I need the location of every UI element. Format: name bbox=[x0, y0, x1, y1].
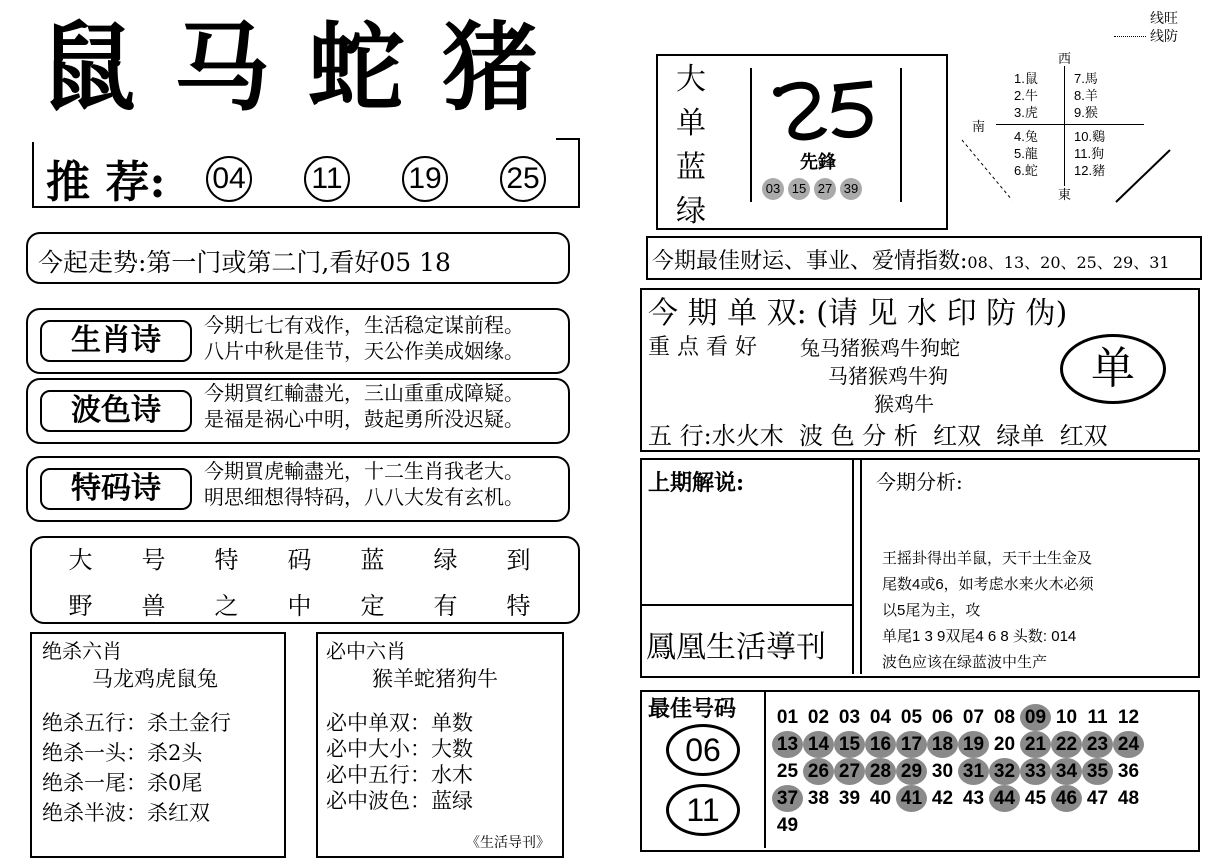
poem-text-special bbox=[204, 458, 524, 510]
number-row bbox=[772, 731, 1192, 758]
number-cell: 16 bbox=[865, 731, 896, 758]
number-cell: 27 bbox=[834, 758, 865, 785]
recommend-number: 25 bbox=[500, 156, 546, 202]
number-cell: 13 bbox=[772, 731, 803, 758]
center-balls bbox=[760, 178, 864, 200]
recommend-label: 推 荐: bbox=[46, 157, 166, 208]
number-row bbox=[772, 704, 1192, 731]
analysis-label: 今期分析: bbox=[876, 470, 963, 494]
number-row bbox=[772, 785, 1192, 812]
number-cell: 38 bbox=[807, 788, 830, 809]
riddle-char: 号 bbox=[141, 546, 166, 574]
single-badge: 单 bbox=[1060, 334, 1166, 404]
number-cell: 29 bbox=[896, 758, 927, 785]
number-cell: 01 bbox=[776, 707, 799, 728]
number-cell: 24 bbox=[1113, 731, 1144, 758]
analysis-line: 以5尾为主，攻 bbox=[882, 602, 981, 619]
number-cell: 48 bbox=[1117, 788, 1140, 809]
must-item: 必中波色：蓝绿 bbox=[326, 789, 473, 813]
recommend-number: 11 bbox=[304, 156, 350, 202]
number-grid bbox=[772, 704, 1192, 836]
number-cell: 20 bbox=[993, 734, 1016, 755]
riddle-char: 定 bbox=[360, 592, 385, 620]
riddle-row-1 bbox=[44, 540, 555, 575]
must-item: 必中大小：大数 bbox=[326, 737, 473, 761]
feature-vertical bbox=[676, 58, 706, 234]
number-cell: 06 bbox=[931, 707, 954, 728]
number-cell: 15 bbox=[834, 731, 865, 758]
poem-tag-zodiac: 生肖诗 bbox=[40, 320, 192, 362]
riddle-char: 有 bbox=[433, 592, 458, 620]
best-number-1: 06 bbox=[666, 724, 740, 776]
number-cell: 09 bbox=[1020, 704, 1051, 731]
number-cell: 03 bbox=[838, 707, 861, 728]
number-cell: 18 bbox=[927, 731, 958, 758]
center-ball: 15 bbox=[788, 178, 810, 200]
poem-text-wave bbox=[204, 380, 524, 432]
number-cell: 17 bbox=[896, 731, 927, 758]
number-cell: 34 bbox=[1051, 758, 1082, 785]
zodiac-left-top bbox=[1014, 70, 1038, 121]
zodiac-item: 5.龍 bbox=[1014, 146, 1038, 161]
poem-tag-wave: 波色诗 bbox=[40, 390, 192, 432]
number-cell: 21 bbox=[1020, 731, 1051, 758]
corner-bottom: 线防 bbox=[1150, 28, 1178, 44]
riddle-char: 特 bbox=[506, 592, 531, 620]
number-cell: 05 bbox=[900, 707, 923, 728]
poem-line: 是福是祸心中明，鼓起勇所没迟疑。 bbox=[204, 407, 524, 431]
best-label: 最佳号码 bbox=[648, 696, 737, 722]
kill-item: 绝杀五行：杀土金行 bbox=[42, 711, 231, 735]
odd-even-title: 今 期 单 双: (请 见 水 印 防 伪) bbox=[648, 296, 1068, 331]
kill-item: 绝杀一头：杀2头 bbox=[42, 741, 203, 765]
number-cell: 31 bbox=[958, 758, 989, 785]
corner-dots bbox=[1114, 36, 1146, 37]
index-text bbox=[652, 244, 1170, 275]
number-cell: 08 bbox=[993, 707, 1016, 728]
number-cell: 14 bbox=[803, 731, 834, 758]
number-cell: 37 bbox=[772, 785, 803, 812]
number-cell: 02 bbox=[807, 707, 830, 728]
must-head: 必中六肖 bbox=[326, 639, 406, 663]
riddle-char: 中 bbox=[287, 592, 312, 620]
zodiac-item: 12.豬 bbox=[1074, 163, 1106, 178]
number-cell: 32 bbox=[989, 758, 1020, 785]
poem-line: 今期買虎輸盡光，十二生肖我老大。 bbox=[204, 459, 524, 483]
vertical-char: 大 bbox=[676, 62, 706, 97]
number-cell: 42 bbox=[931, 788, 954, 809]
riddle-char: 兽 bbox=[141, 592, 166, 620]
zodiac-item: 6.蛇 bbox=[1014, 163, 1038, 178]
zodiac-diagonals bbox=[956, 130, 1176, 210]
recommend-box-corner bbox=[556, 138, 580, 140]
zodiac-west: 西 bbox=[1058, 51, 1072, 66]
zodiac-south: 南 bbox=[972, 119, 986, 134]
last-issue-label: 上期解说: bbox=[648, 470, 745, 496]
best-divider bbox=[764, 692, 766, 848]
main-title: 鼠马蛇猪 bbox=[40, 11, 576, 124]
riddle-char: 绿 bbox=[433, 546, 458, 574]
must-source: 《生活导刊》 bbox=[466, 835, 550, 851]
zodiac-right-top bbox=[1074, 70, 1098, 121]
snake-icon bbox=[764, 74, 884, 144]
number-cell: 44 bbox=[989, 785, 1020, 812]
focus-line-2: 马猪猴鸡牛狗 bbox=[828, 364, 948, 388]
number-cell: 07 bbox=[962, 707, 985, 728]
must-item: 必中五行：水木 bbox=[326, 763, 473, 787]
riddle-char: 特 bbox=[214, 546, 239, 574]
zodiac-item: 2.牛 bbox=[1014, 88, 1038, 103]
poem-line: 今期七七有戏作，生活稳定谋前程。 bbox=[204, 313, 524, 337]
zodiac-item: 1.鼠 bbox=[1014, 71, 1038, 86]
corner-top: 线旺 bbox=[1150, 10, 1178, 26]
analysis-line: 单尾1 3 9双尾4 6 8 头数: 014 bbox=[882, 628, 1077, 645]
kill-item: 绝杀一尾：杀0尾 bbox=[42, 771, 203, 795]
brand: 鳳凰生活導刊 bbox=[646, 631, 826, 664]
index-numbers: 08、13、20、25、29、31 bbox=[967, 253, 1170, 272]
must-items bbox=[326, 710, 473, 814]
riddle-char: 码 bbox=[287, 546, 312, 574]
analysis-divider-2 bbox=[860, 460, 862, 674]
poem-line: 今期買红輸盡光，三山重重成障疑。 bbox=[204, 381, 524, 405]
recommend-number: 04 bbox=[206, 156, 252, 202]
riddle-char: 大 bbox=[68, 546, 93, 574]
poem-text-zodiac bbox=[204, 312, 524, 364]
analysis-line: 波色应该在绿蓝波中生产 bbox=[882, 654, 1048, 671]
zodiac-item: 10.鷄 bbox=[1074, 129, 1106, 144]
zodiac-item: 4.兔 bbox=[1014, 129, 1038, 144]
number-cell: 19 bbox=[958, 731, 989, 758]
number-cell: 43 bbox=[962, 788, 985, 809]
number-cell: 45 bbox=[1024, 788, 1047, 809]
analysis-text bbox=[882, 546, 1094, 676]
poem-line: 明思细想得特码，八八大发有玄机。 bbox=[204, 485, 524, 509]
zodiac-item: 7.馬 bbox=[1074, 71, 1098, 86]
kill-item: 绝杀半波：杀红双 bbox=[42, 801, 210, 825]
center-ball: 27 bbox=[814, 178, 836, 200]
number-row bbox=[772, 812, 1192, 839]
kill-zodiacs: 马龙鸡虎鼠兔 bbox=[92, 667, 218, 691]
poem-tag-special: 特码诗 bbox=[40, 468, 192, 510]
number-cell: 39 bbox=[838, 788, 861, 809]
riddle-row-2 bbox=[44, 586, 555, 621]
number-cell: 28 bbox=[865, 758, 896, 785]
number-cell: 41 bbox=[896, 785, 927, 812]
riddle-char: 蓝 bbox=[360, 546, 385, 574]
number-cell: 30 bbox=[931, 761, 954, 782]
number-cell: 35 bbox=[1082, 758, 1113, 785]
recommend-numbers bbox=[206, 156, 598, 202]
number-row bbox=[772, 758, 1192, 785]
zodiac-item: 9.猴 bbox=[1074, 105, 1098, 120]
riddle-char: 野 bbox=[68, 592, 93, 620]
poem-line: 八片中秋是佳节，天公作美成姻缘。 bbox=[204, 339, 524, 363]
best-number-2: 11 bbox=[666, 784, 740, 836]
focus-label: 重 点 看 好 bbox=[648, 335, 757, 360]
number-cell: 40 bbox=[869, 788, 892, 809]
must-zodiacs: 猴羊蛇猪狗牛 bbox=[372, 667, 498, 691]
recommend-number: 19 bbox=[402, 156, 448, 202]
number-cell: 12 bbox=[1117, 707, 1140, 728]
number-cell: 36 bbox=[1117, 761, 1140, 782]
zodiac-hline bbox=[996, 124, 1144, 125]
analysis-divider-1 bbox=[852, 460, 854, 674]
vertical-char: 蓝 bbox=[676, 150, 706, 185]
center-ball: 03 bbox=[762, 178, 784, 200]
number-cell: 46 bbox=[1051, 785, 1082, 812]
vertical-char: 绿 bbox=[676, 194, 706, 229]
number-cell: 22 bbox=[1051, 731, 1082, 758]
zodiac-item: 3.虎 bbox=[1014, 105, 1038, 120]
wuxing-line: 五 行:水火木 波 色 分 析 红双 绿单 红双 bbox=[648, 422, 1108, 450]
zodiac-item: 11.狗 bbox=[1074, 146, 1105, 161]
brand-top-line bbox=[640, 604, 852, 606]
center-ball: 39 bbox=[840, 178, 862, 200]
kill-items bbox=[42, 708, 231, 828]
number-cell: 33 bbox=[1020, 758, 1051, 785]
riddle-char: 之 bbox=[214, 592, 239, 620]
zodiac-east: 東 bbox=[1058, 187, 1072, 202]
number-cell: 47 bbox=[1086, 788, 1109, 809]
index-label: 今期最佳财运、事业、爱情指数: bbox=[652, 249, 968, 274]
analysis-line: 尾数4或6，如考虑水来火木必须 bbox=[882, 576, 1094, 593]
vertical-char: 单 bbox=[676, 106, 706, 141]
trend-text: 今起走势:第一门或第二门,看好05 18 bbox=[38, 248, 451, 277]
number-cell: 49 bbox=[776, 815, 799, 836]
number-cell: 11 bbox=[1087, 707, 1108, 728]
riddle-char: 到 bbox=[506, 546, 531, 574]
center-label: 先鋒 bbox=[800, 152, 836, 172]
kill-head: 绝杀六肖 bbox=[42, 639, 122, 663]
number-cell: 04 bbox=[869, 707, 892, 728]
number-cell: 26 bbox=[803, 758, 834, 785]
number-cell: 25 bbox=[776, 761, 799, 782]
must-item: 必中单双：单数 bbox=[326, 711, 473, 735]
number-cell: 10 bbox=[1055, 707, 1078, 728]
focus-line-1: 兔马猪猴鸡牛狗蛇 bbox=[800, 336, 960, 360]
number-cell: 23 bbox=[1082, 731, 1113, 758]
zodiac-item: 8.羊 bbox=[1074, 88, 1098, 103]
analysis-line: 王摇卦得出羊鼠，天干土生金及 bbox=[882, 550, 1093, 567]
focus-line-3: 猴鸡牛 bbox=[874, 392, 934, 416]
